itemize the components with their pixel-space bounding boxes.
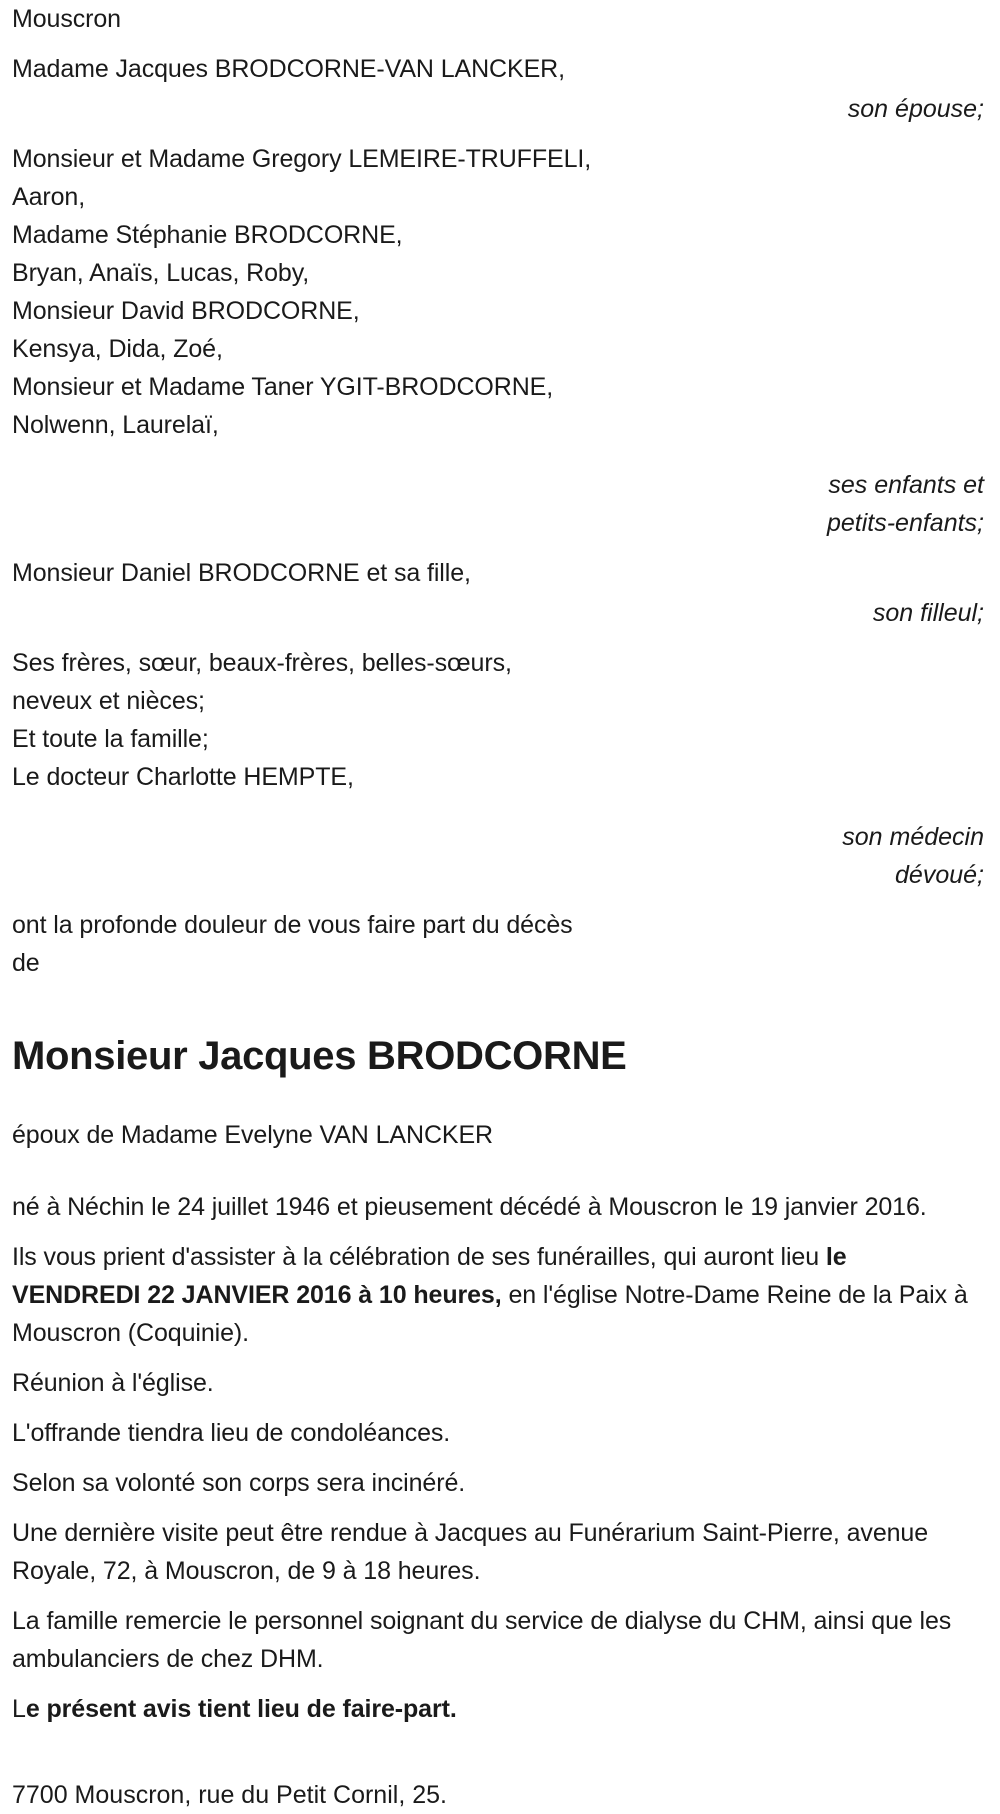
family-member-line: Monsieur et Madame Taner YGIT-BRODCORNE, bbox=[12, 373, 554, 401]
spacer bbox=[12, 632, 988, 644]
relation-godson: son filleul; bbox=[872, 599, 984, 627]
siblings-line: Et toute la famille; bbox=[12, 725, 209, 753]
spacer bbox=[12, 128, 988, 140]
relation-children-line2: petits-enfants; bbox=[826, 509, 984, 537]
relation-doctor-line1: son médecin bbox=[842, 823, 984, 851]
family-member-line: Bryan, Anaïs, Lucas, Roby, bbox=[12, 259, 310, 287]
spacer bbox=[12, 982, 988, 1030]
spacer bbox=[12, 796, 988, 818]
family-member-line: Kensya, Dida, Zoé, bbox=[12, 335, 223, 363]
spacer bbox=[12, 1678, 988, 1690]
family-member-line: Nolwenn, Laurelaï, bbox=[12, 411, 219, 439]
notice-statement-cap: L bbox=[12, 1695, 26, 1723]
relation-doctor-line2: dévoué; bbox=[895, 861, 984, 889]
notice-statement-rest: e présent avis tient lieu de faire-part. bbox=[25, 1695, 457, 1723]
city-line: Mouscron bbox=[12, 5, 121, 33]
family-member-line: Monsieur et Madame Gregory LEMEIRE-TRUFFELI, bbox=[12, 145, 592, 173]
spacer bbox=[12, 1226, 988, 1238]
announcement-intro-line2: de bbox=[12, 949, 40, 977]
spacer bbox=[12, 38, 988, 50]
spacer bbox=[12, 1590, 988, 1602]
visit-paragraph: Une dernière visite peut être rendue à Jacques au Funérarium Saint-Pierre, avenue Royale, 72, à Mouscron, de 9 à 18 heures. bbox=[12, 1519, 929, 1585]
spacer bbox=[12, 1502, 988, 1514]
relation-children-line1: ses enfants et bbox=[828, 471, 984, 499]
family-member-line: Aaron, bbox=[12, 183, 86, 211]
spacer bbox=[12, 1352, 988, 1364]
siblings-line: neveux et nièces; bbox=[12, 687, 205, 715]
family-member-line: Monsieur David BRODCORNE, bbox=[12, 297, 360, 325]
funeral-suffix: en l'église Notre-Dame Reine de la Paix à Mouscron (Coquinie). bbox=[12, 1281, 968, 1347]
spouse-of-line: époux de Madame Evelyne VAN LANCKER bbox=[12, 1121, 493, 1149]
doctor-line: Le docteur Charlotte HEMPTE, bbox=[12, 763, 354, 791]
offering-paragraph: L'offrande tiendra lieu de condoléances. bbox=[12, 1419, 451, 1447]
spacer bbox=[12, 1452, 988, 1464]
spacer bbox=[12, 542, 988, 554]
spacer bbox=[12, 1154, 988, 1188]
deceased-name: Monsieur Jacques BRODCORNE bbox=[12, 1034, 627, 1078]
funeral-prefix: Ils vous prient d'assister à la célébration de ses funérailles, qui auront lieu bbox=[12, 1243, 826, 1271]
relation-spouse: son épouse; bbox=[847, 95, 984, 123]
birth-death-line: né à Néchin le 24 juillet 1946 et pieusement décédé à Mouscron le 19 janvier 2016. bbox=[12, 1193, 927, 1221]
godson-line: Monsieur Daniel BRODCORNE et sa fille, bbox=[12, 559, 471, 587]
spacer bbox=[12, 1402, 988, 1414]
spacer bbox=[12, 1728, 988, 1776]
announcement-intro-line1: ont la profonde douleur de vous faire part du décès bbox=[12, 911, 573, 939]
siblings-line: Ses frères, sœur, beaux-frères, belles-sœurs, bbox=[12, 649, 512, 677]
footer-address: 7700 Mouscron, rue du Petit Cornil, 25. bbox=[12, 1781, 447, 1809]
spacer bbox=[12, 1082, 988, 1116]
spacer bbox=[12, 894, 988, 906]
family-member-line: Madame Stéphanie BRODCORNE, bbox=[12, 221, 403, 249]
notice-statement bbox=[12, 1690, 972, 1728]
thanks-paragraph: La famille remercie le personnel soignant du service de dialyse du CHM, ainsi que les ambulanciers de chez DHM. bbox=[12, 1607, 952, 1673]
spacer bbox=[12, 444, 988, 466]
funeral-paragraph bbox=[12, 1238, 972, 1352]
spouse-line: Madame Jacques BRODCORNE-VAN LANCKER, bbox=[12, 55, 565, 83]
funeral-datetime: le VENDREDI 22 JANVIER 2016 à 10 heures, bbox=[12, 1243, 847, 1309]
cremation-paragraph: Selon sa volonté son corps sera incinéré. bbox=[12, 1469, 466, 1497]
gathering-paragraph: Réunion à l'église. bbox=[12, 1369, 214, 1397]
